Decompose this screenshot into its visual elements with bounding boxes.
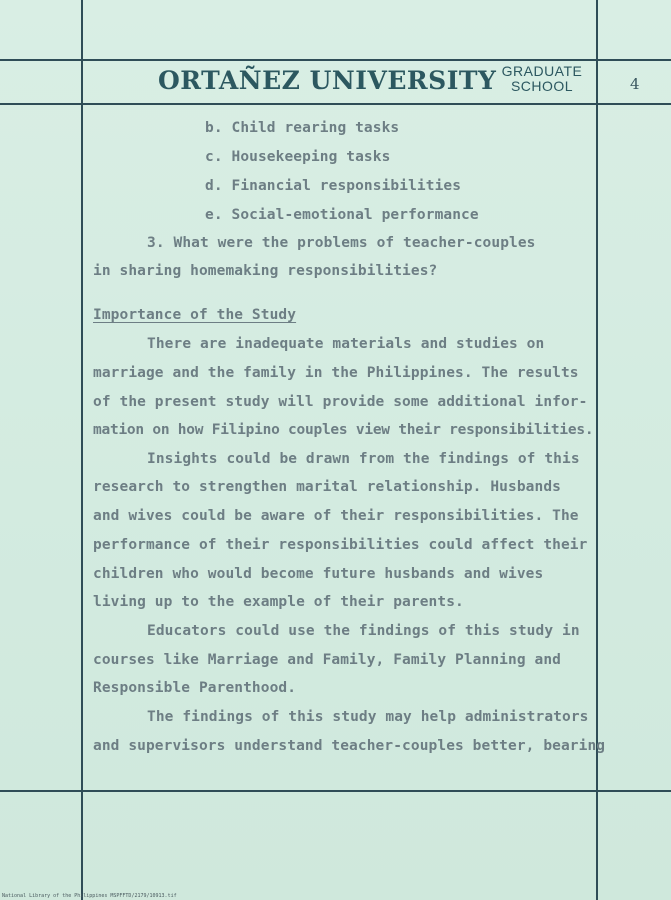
question-line: 3. What were the problems of teacher-couples xyxy=(147,235,536,251)
paragraph-line: Insights could be drawn from the findings of this xyxy=(147,451,580,467)
left-margin-line xyxy=(81,0,83,900)
paragraph-line: living up to the example of their parents. xyxy=(93,594,464,610)
paragraph-line: performance of their responsibilities could affect their xyxy=(93,537,588,553)
question-line: in sharing homemaking responsibilities? xyxy=(93,263,438,279)
paragraph-line: marriage and the family in the Philippines. The results xyxy=(93,365,579,381)
paragraph-line: children who would become future husbands and wives xyxy=(93,566,544,582)
list-item: e. Social-emotional performance xyxy=(205,207,479,223)
school-line-1: GRADUATE xyxy=(501,63,583,79)
list-item: c. Housekeeping tasks xyxy=(205,149,391,165)
university-name: ORTAÑEZ UNIVERSITY xyxy=(158,66,497,95)
archive-footer-text: National Library of the Philippines MSPFFTD/2179/10913.tif xyxy=(2,893,177,899)
list-item: d. Financial responsibilities xyxy=(205,178,462,194)
list-item: b. Child rearing tasks xyxy=(205,120,400,136)
paragraph-line: and wives could be aware of their responsibilities. The xyxy=(93,508,579,524)
paragraph-line: The findings of this study may help administrators xyxy=(147,709,589,725)
paragraph-line: research to strengthen marital relationship. Husbands xyxy=(93,479,561,495)
paragraph-line: and supervisors understand teacher-couples better, bearing xyxy=(93,738,606,754)
paragraph-line: Educators could use the findings of this study in xyxy=(147,623,580,639)
top-border-line xyxy=(0,59,671,61)
paragraph-line: There are inadequate materials and studies on xyxy=(147,336,545,352)
right-margin-line xyxy=(596,0,598,900)
paragraph-line: Responsible Parenthood. xyxy=(93,680,297,696)
page-number: 4 xyxy=(630,75,640,93)
paragraph-line: courses like Marriage and Family, Family Planning and xyxy=(93,652,561,668)
header-divider-line xyxy=(0,103,671,105)
paragraph-line: of the present study will provide some additional infor- xyxy=(93,394,588,410)
school-line-2: SCHOOL xyxy=(510,78,574,94)
section-heading: Importance of the Study xyxy=(93,307,297,323)
school-name xyxy=(492,64,592,94)
bottom-border-line xyxy=(0,790,671,792)
paragraph-line: mation on how Filipino couples view their responsibilities. xyxy=(93,422,594,438)
